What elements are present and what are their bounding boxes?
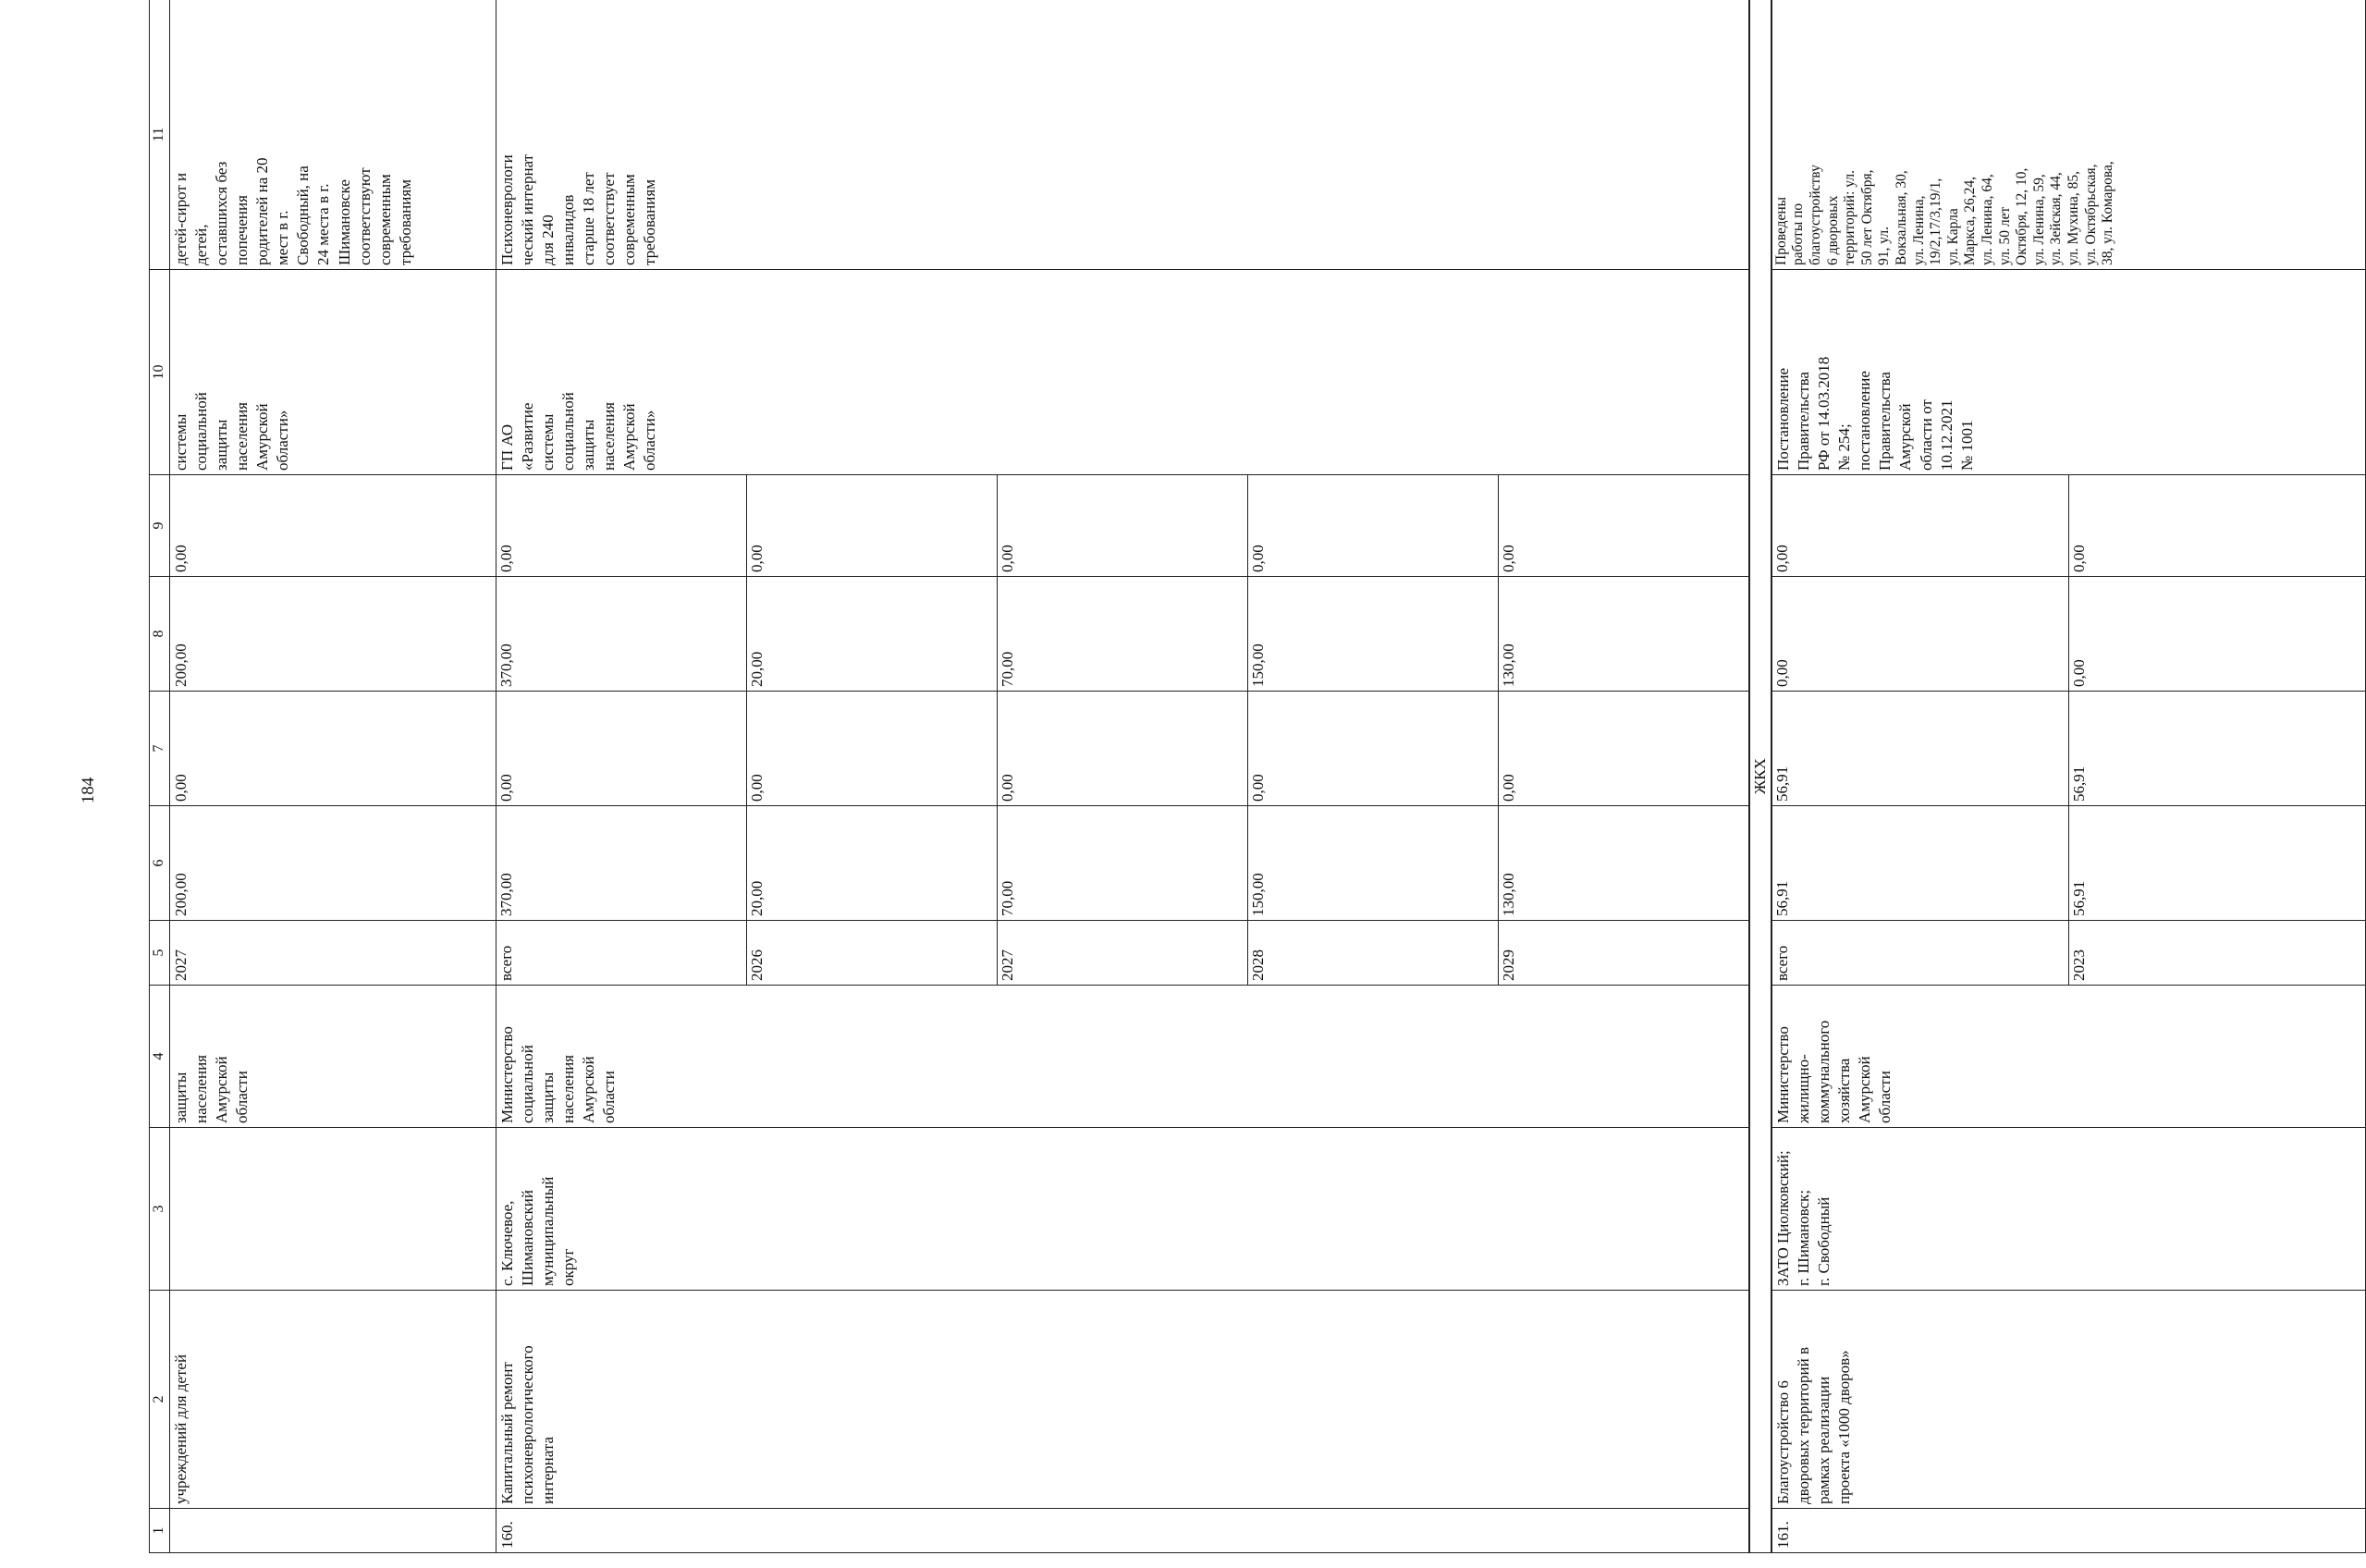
amount-value: 56,91 [1772,806,2069,920]
cell-basis: системы социальной защиты населения Амурской области» [169,270,496,475]
amount-value: 20,00 [746,806,997,920]
year-value: всего [496,921,747,985]
col-header: 6 [150,806,170,921]
amount-value: 56,91 [2069,880,2088,916]
amount-value: 70,00 [997,577,1247,691]
cell-name: Капитальный ремонт психоневрологического интерната [496,1291,1749,1509]
year-value: 2026 [746,921,997,985]
cell-name: учреждений для детей [169,1291,496,1509]
year-value: 2029 [1499,949,1517,981]
cell-name: Благоустройство 6 дворовых территорий в рамках реализации проекта «1000 дворов» [1771,1291,2366,1509]
cell-federal: 0,00 [169,692,496,806]
amount-value: 0,00 [496,475,747,576]
col-header: 2 [150,1291,170,1509]
table-row-continued [169,0,496,1553]
amount-value: 0,00 [997,692,1247,805]
col-header: 10 [150,270,170,475]
col-header: 11 [150,0,170,270]
cell-location: ЗАТО Циолковский; г. Шимановск; г. Свободный [1771,1128,2366,1291]
cell-federal [1771,692,2366,806]
col-header: 9 [150,475,170,577]
cell-result: Психоневрологи ческий интернат для 240 инвалидов старше 18 лет соответствует современным требованиям [496,0,1749,270]
page-number: 184 [79,777,98,804]
section-row [1749,0,1771,1553]
cell-basis: ГП АО «Развитие системы социальной защиты населения Амурской области» [496,270,1749,475]
year-value: всего [1772,921,2069,985]
amount-value: 20,00 [746,577,997,691]
amount-value: 0,00 [1772,577,2069,691]
cell-regional [1771,577,2366,692]
table-row-160 [496,0,1749,1553]
section-title: ЖКХ [1749,0,1771,1553]
amount-value: 0,00 [746,692,997,805]
cell-federal [496,692,1749,806]
col-header: 5 [150,921,170,986]
amount-value: 56,91 [2069,766,2088,802]
col-header: 7 [150,692,170,806]
table-row-161 [1771,0,2366,1553]
cell-other [496,475,1749,577]
cell-year [496,921,1749,986]
amount-value: 150,00 [1247,577,1498,691]
amount-value: 130,00 [1499,873,1517,916]
amount-value: 0,00 [1499,774,1517,802]
col-header: 3 [150,1128,170,1291]
year-value: 2028 [1247,921,1498,985]
amount-value: 0,00 [1247,692,1498,805]
year-value: 2023 [2069,949,2088,981]
amount-value: 0,00 [2069,659,2088,687]
amount-value: 0,00 [1247,475,1498,576]
cell-other: 0,00 [169,475,496,577]
program-table [149,0,2366,1553]
amount-value: 56,91 [1772,692,2069,805]
amount-value: 0,00 [1772,475,2069,576]
cell-number: 161. [1771,1509,2366,1553]
cell-result: Проведены работы по благоустройству 6 дворовых территорий: ул. 50 лет Октября, 91, ул. Вокзальная, 30, ул. Ленина, 19/2,17/3,19/1, ул. Карла Маркса, 26,24, ул. Ленина, 64, ул. 50 лет Октября, 12, 10, ул. Ленина, 59, ул. Зейская, 44, ул. Мухина, 85, ул. Октябрьская, 38, ул. Комарова, [1771,0,2366,270]
col-header: 8 [150,577,170,692]
cell-total [496,806,1749,921]
cell-executor: Министерство жилищно- коммунального хозяйства Амурской области [1771,986,2366,1128]
amount-value: 0,00 [496,692,747,805]
amount-value: 370,00 [496,806,747,920]
cell-executor: Министерство социальной защиты населения Амурской области [496,986,1749,1128]
cell-location: с. Ключевое, Шимановский муниципальный округ [496,1128,1749,1291]
cell-other [1771,475,2366,577]
amount-value: 70,00 [997,806,1247,920]
amount-value: 370,00 [496,577,747,691]
cell-number: 160. [496,1509,1749,1553]
cell-regional: 200,00 [169,577,496,692]
col-header: 4 [150,986,170,1128]
year-value: 2027 [997,921,1247,985]
amount-value: 0,00 [997,475,1247,576]
header-row [150,0,170,1553]
amount-value: 0,00 [2069,545,2088,572]
cell-basis: Постановление Правительства РФ от 14.03.2018 № 254; постановление Правительства Амурской области от 10.12.2021 № 1001 [1771,270,2366,475]
cell-total: 200,00 [169,806,496,921]
amount-value: 0,00 [746,475,997,576]
rotated-table-container [149,0,2116,1553]
cell-location [169,1128,496,1291]
amount-value: 130,00 [1499,643,1517,687]
cell-total [1771,806,2366,921]
col-header: 1 [150,1509,170,1553]
amount-value: 150,00 [1247,806,1498,920]
cell-year [1771,921,2366,986]
cell-year: 2027 [169,921,496,986]
cell-regional [496,577,1749,692]
cell-number [169,1509,496,1553]
amount-value: 0,00 [1499,545,1517,572]
cell-result: детей-сирот и детей, оставшихся без попечения родителей на 20 мест в г. Свободный, на 24 места в г. Шимановске соответствуют современным требованиям [169,0,496,270]
cell-executor: защиты населения Амурской области [169,986,496,1128]
